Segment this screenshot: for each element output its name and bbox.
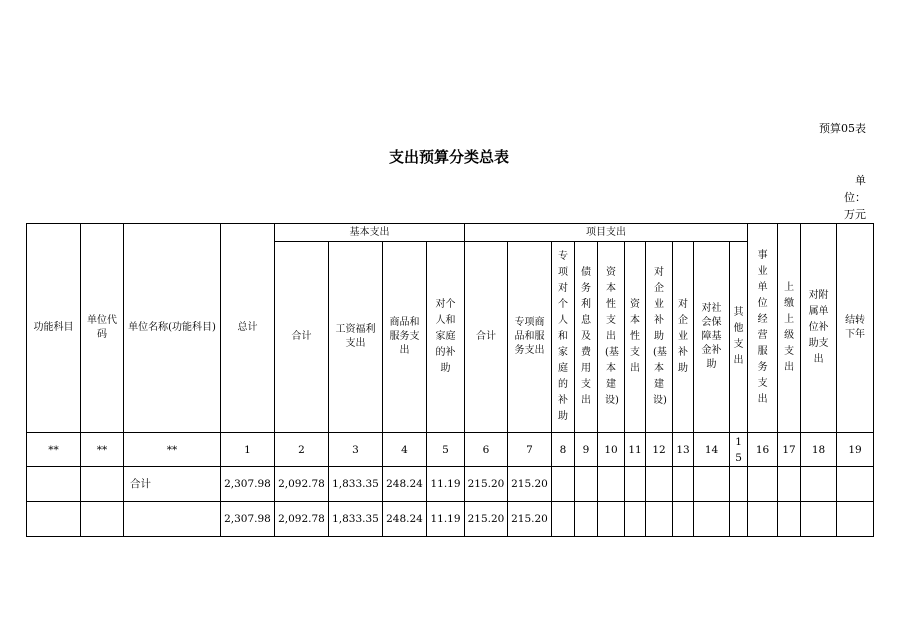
index-cell: 15: [730, 433, 748, 467]
index-cell: **: [81, 433, 124, 467]
row-subsidy: 11.19: [427, 502, 465, 537]
group-basic: 基本支出: [275, 224, 465, 242]
index-cell: **: [27, 433, 81, 467]
header-proj-ent-build: 对企业补助(基本建设): [646, 242, 673, 433]
header-proj-social: 对社会保障基金补助: [694, 242, 730, 433]
index-cell: 8: [552, 433, 575, 467]
row-basic-total: 2,092.78: [275, 467, 329, 502]
header-proj-ent: 对企业补助: [673, 242, 694, 433]
index-cell: 16: [748, 433, 778, 467]
header-unit-code: 单位代码: [81, 224, 124, 433]
table-row: [27, 467, 874, 502]
unit-label: 单位：万元: [844, 174, 866, 221]
index-cell: 18: [801, 433, 837, 467]
index-cell: 2: [275, 433, 329, 467]
header-unit-name: 单位名称(功能科目): [124, 224, 221, 433]
index-cell: 14: [694, 433, 730, 467]
row-total: 2,307.98: [221, 467, 275, 502]
index-cell: 1: [221, 433, 275, 467]
header-proj-debt: 债务利息及费用支出: [575, 242, 598, 433]
header-proj-capital: 资本性支出: [625, 242, 646, 433]
row-name: 合计: [124, 467, 221, 502]
row-proj-goods: 215.20: [508, 467, 552, 502]
row-wages: 1,833.35: [329, 467, 383, 502]
form-number: 预算05表: [819, 122, 866, 135]
index-cell: **: [124, 433, 221, 467]
header-basic-subsidy: 对个人和家庭的补助: [427, 242, 465, 433]
header-biz-service: 事业单位经营服务支出: [748, 224, 778, 433]
header-proj-personal: 专项对个人和家庭的补助: [552, 242, 575, 433]
index-cell: 9: [575, 433, 598, 467]
header-proj-goods: 专项商品和服务支出: [508, 242, 552, 433]
index-cell: 11: [625, 433, 646, 467]
index-cell: 3: [329, 433, 383, 467]
row-basic-total: 2,092.78: [275, 502, 329, 537]
index-cell: 13: [673, 433, 694, 467]
row-proj-total: 215.20: [465, 502, 508, 537]
group-project: 项目支出: [465, 224, 748, 242]
header-row-group: [27, 224, 874, 242]
index-cell: 4: [383, 433, 427, 467]
header-proj-total: 合计: [465, 242, 508, 433]
header-func-subject: 功能科目: [27, 224, 81, 433]
row-wages: 1,833.35: [329, 502, 383, 537]
row-goods: 248.24: [383, 502, 427, 537]
header-total: 总计: [221, 224, 275, 433]
expenditure-table: [26, 223, 874, 537]
header-carry: 结转下年: [837, 224, 874, 433]
row-name: [124, 502, 221, 537]
index-cell: 7: [508, 433, 552, 467]
index-cell: 5: [427, 433, 465, 467]
index-cell: 12: [646, 433, 673, 467]
header-basic-goods: 商品和服务支出: [383, 242, 427, 433]
row-proj-total: 215.20: [465, 467, 508, 502]
header-basic-total: 合计: [275, 242, 329, 433]
row-proj-goods: 215.20: [508, 502, 552, 537]
index-cell: 17: [778, 433, 801, 467]
index-row: [27, 433, 874, 467]
header-proj-capital-build: 资本性支出(基本建设): [598, 242, 625, 433]
header-affil: 对附属单位补助支出: [801, 224, 837, 433]
table-row: [27, 502, 874, 537]
header-proj-other: 其他支出: [730, 242, 748, 433]
row-goods: 248.24: [383, 467, 427, 502]
row-total: 2,307.98: [221, 502, 275, 537]
index-cell: 10: [598, 433, 625, 467]
header-upper: 上缴上级支出: [778, 224, 801, 433]
page-title: 支出预算分类总表: [388, 148, 509, 166]
row-subsidy: 11.19: [427, 467, 465, 502]
index-cell: 6: [465, 433, 508, 467]
index-cell: 19: [837, 433, 874, 467]
header-basic-wages: 工资福利支出: [329, 242, 383, 433]
